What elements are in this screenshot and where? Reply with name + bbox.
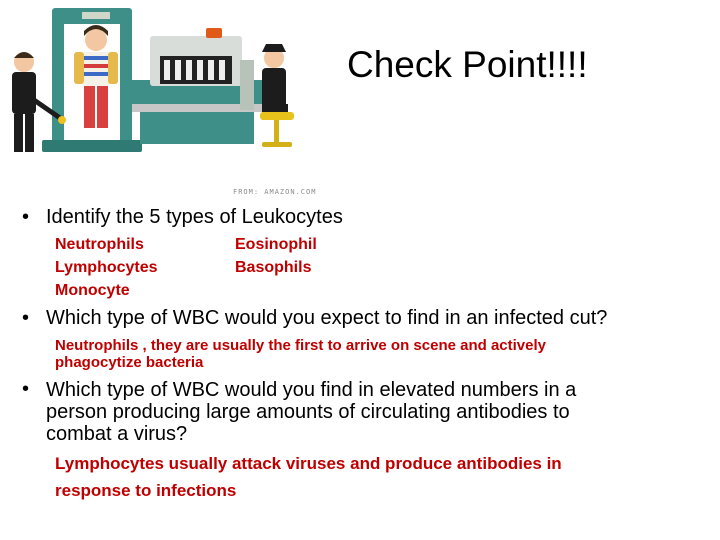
question-2-text: Which type of WBC would you expect to find in an infected cut? xyxy=(46,307,608,329)
image-credit: FROM: AMAZON.COM xyxy=(233,188,317,196)
security-checkpoint-illustration xyxy=(0,0,312,200)
leukocyte-list-col-1 xyxy=(55,233,158,302)
bullet-question-3 xyxy=(22,378,46,401)
question-1-text: Identify the 5 types of Leukocytes xyxy=(46,206,343,228)
bullet-dot: • xyxy=(22,307,30,329)
leukocyte-item: Monocyte xyxy=(55,282,130,299)
bullet-dot: • xyxy=(22,378,30,400)
bullet-dot: • xyxy=(22,206,30,228)
leukocyte-item: Neutrophils xyxy=(55,236,144,253)
answer-2-line: phagocytize bacteria xyxy=(55,354,204,371)
question-3-line: Which type of WBC would you find in elevated numbers in a xyxy=(46,379,577,401)
answer-2 xyxy=(55,337,546,371)
answer-3-line: response to infections xyxy=(55,481,237,500)
question-3-line: combat a virus? xyxy=(46,423,188,445)
answer-3 xyxy=(55,450,562,504)
question-3-text xyxy=(46,379,576,445)
guard-figure-seated xyxy=(260,44,294,147)
xray-machine xyxy=(132,28,262,144)
leukocyte-list-col-2 xyxy=(235,233,317,279)
bullet-question-2 xyxy=(22,307,607,330)
answer-3-line: Lymphocytes usually attack viruses and produce antibodies in xyxy=(55,454,562,473)
answer-2-line: Neutrophils , they are usually the first to arrive on scene and actively xyxy=(55,337,546,354)
leukocyte-item: Lymphocytes xyxy=(55,259,158,276)
leukocyte-item: Basophils xyxy=(235,259,312,276)
question-3-line: person producing large amounts of circulating antibodies to xyxy=(46,401,570,423)
passenger-figure xyxy=(74,25,118,128)
leukocyte-item: Eosinophil xyxy=(235,236,317,253)
bullet-question-1 xyxy=(22,206,343,229)
slide-title: Check Point!!!! xyxy=(347,44,588,85)
